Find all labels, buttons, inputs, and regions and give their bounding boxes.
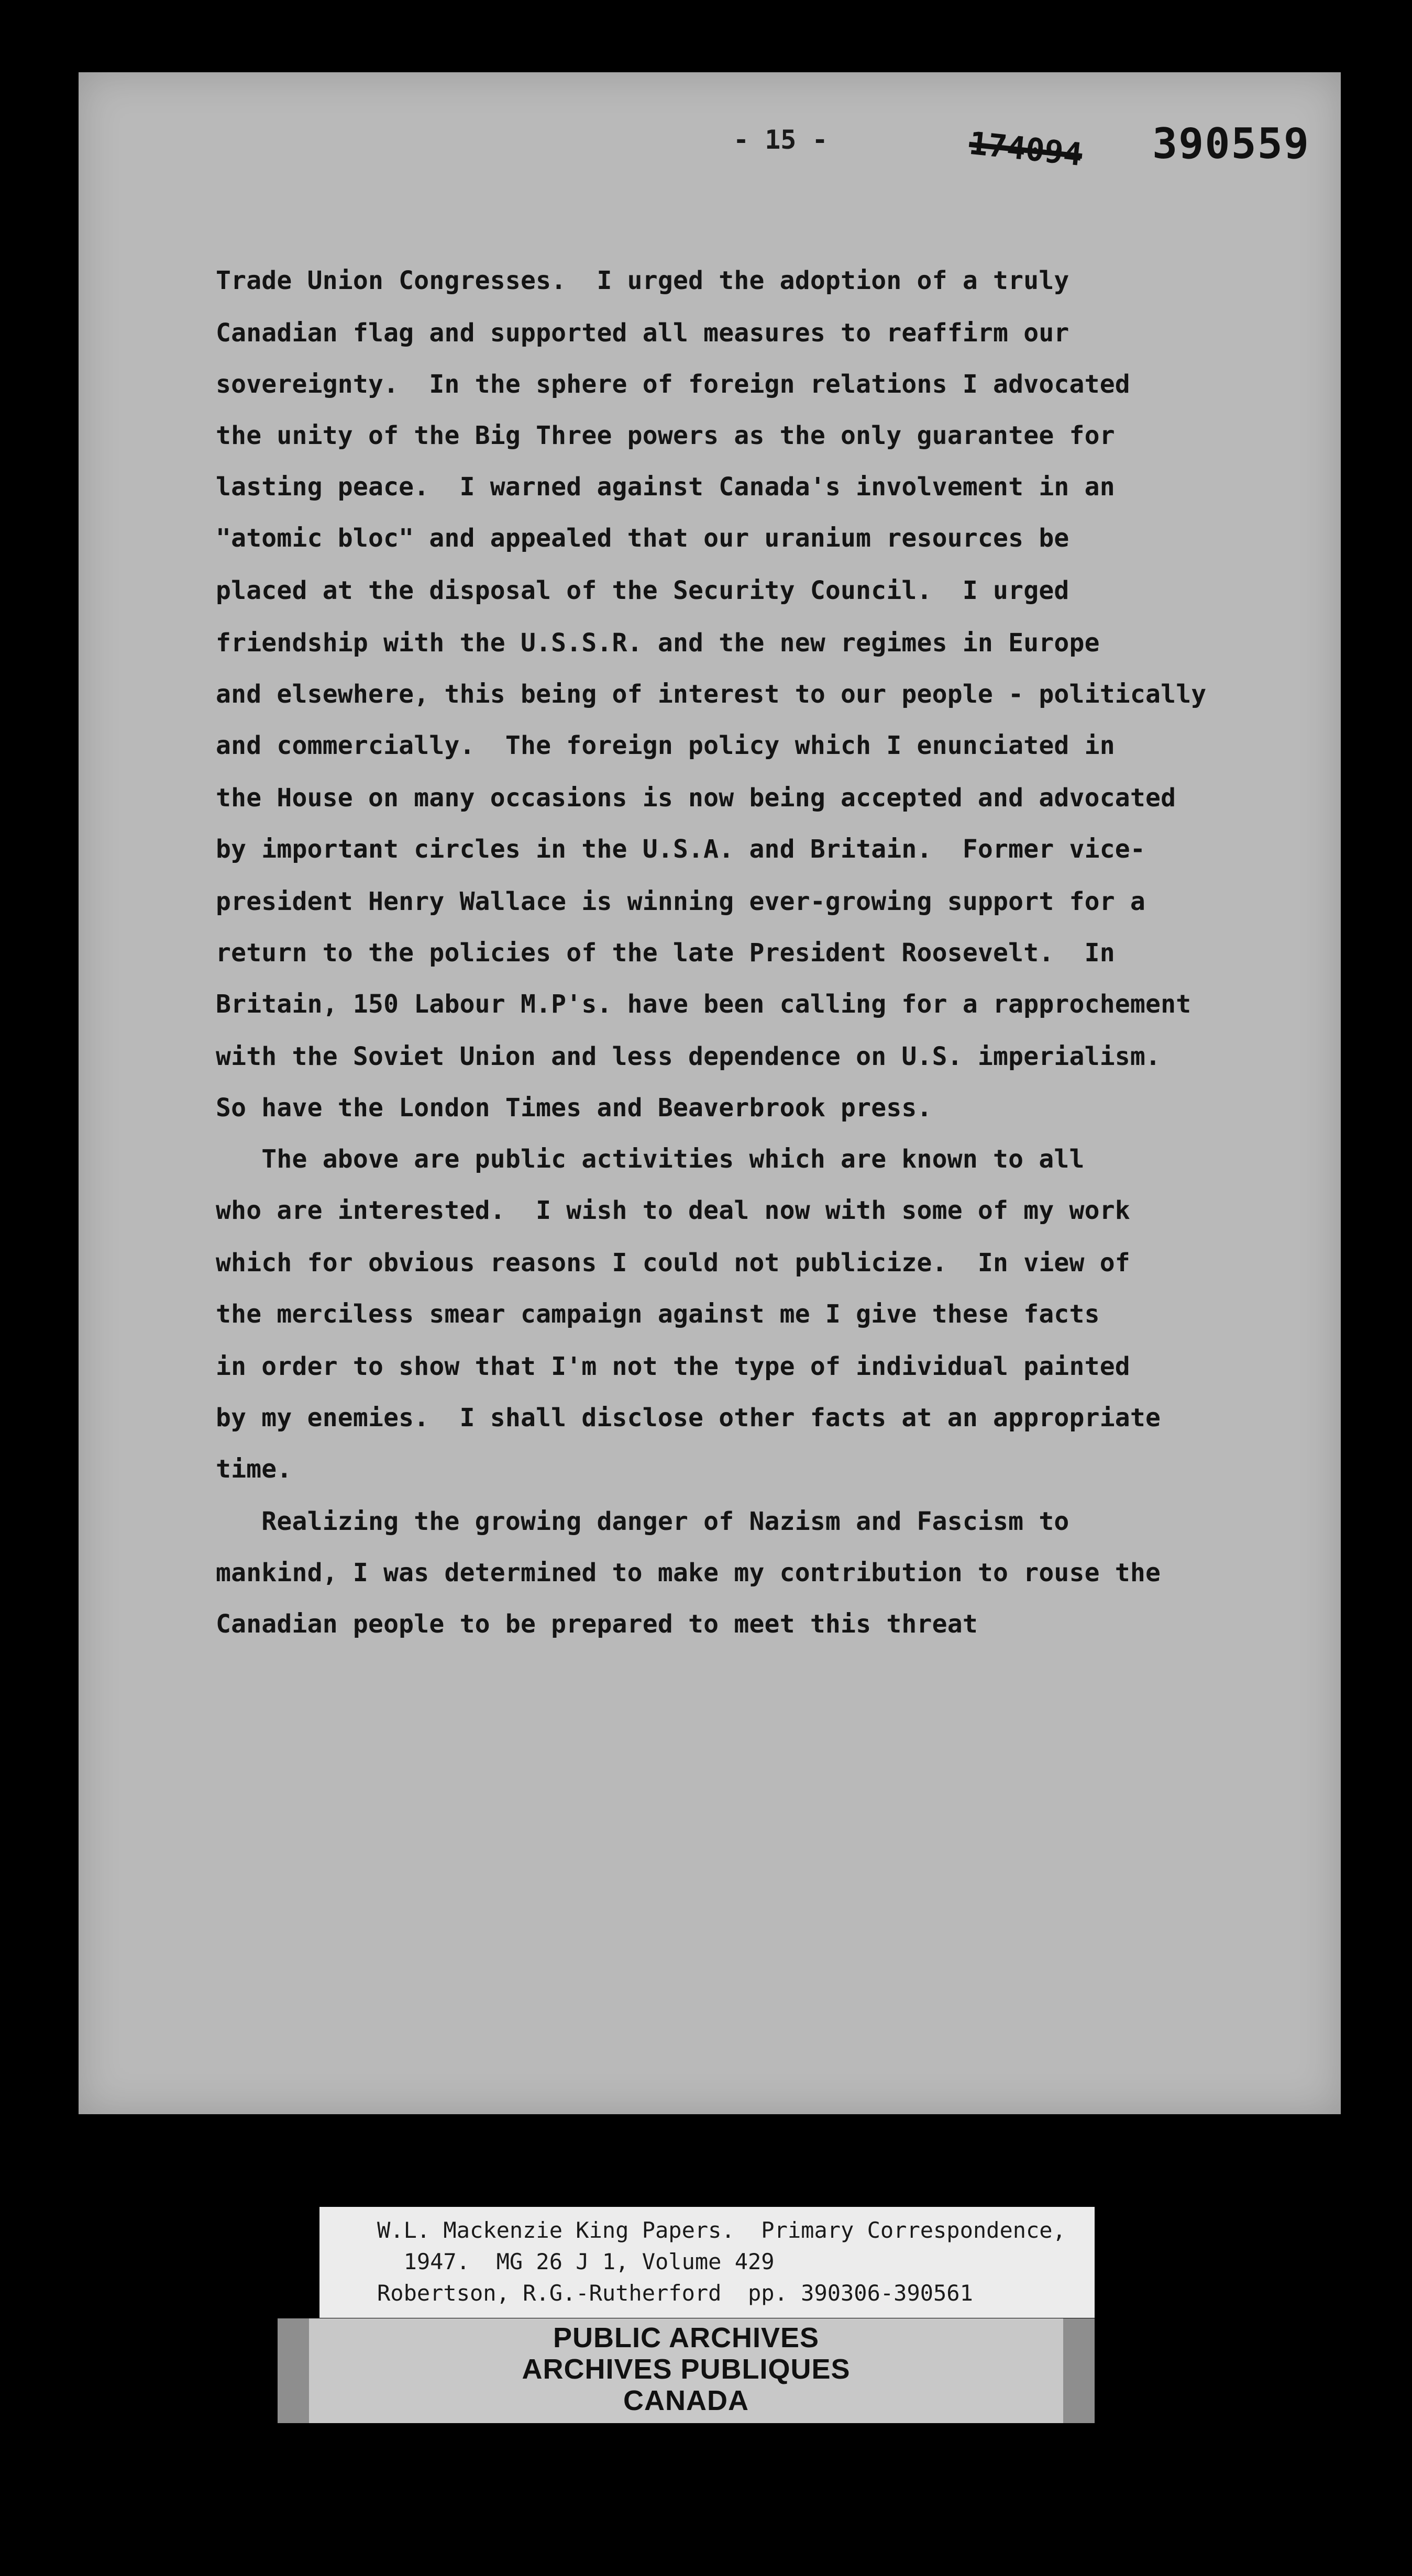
archives-stamp-band	[278, 2318, 1095, 2423]
page-number: - 15 -	[733, 125, 828, 155]
text-line: by important circles in the U.S.A. and Britain. Former vice-	[216, 835, 1146, 864]
text-line: The above are public activities which are known to all	[216, 1145, 1085, 1174]
stamp-english: PUBLIC ARCHIVES	[553, 2322, 820, 2353]
archives-stamp	[309, 2318, 1063, 2423]
text-line: friendship with the U.S.S.R. and the new regimes in Europe	[216, 628, 1100, 658]
text-line: by my enemies. I shall disclose other facts at an appropriate	[216, 1403, 1161, 1433]
stamp-country: CANADA	[623, 2385, 749, 2416]
label-collection: W.L. Mackenzie King Papers. Primary Correspondence,	[377, 2217, 1066, 2243]
label-volume: 1947. MG 26 J 1, Volume 429	[377, 2249, 775, 2274]
text-line: Britain, 150 Labour M.P's. have been calling for a rapprochement	[216, 990, 1192, 1019]
text-line: "atomic bloc" and appealed that our uranium resources be	[216, 524, 1069, 553]
text-line: lasting peace. I warned against Canada's involvement in an	[216, 472, 1115, 502]
text-line: with the Soviet Union and less dependence on U.S. imperialism.	[216, 1042, 1161, 1071]
text-line: Trade Union Congresses. I urged the adoption of a truly	[216, 266, 1069, 295]
old-document-number: 174094	[967, 125, 1084, 174]
text-line: and elsewhere, this being of interest to our people - politically	[216, 680, 1207, 709]
document-page	[79, 72, 1341, 2114]
text-line: which for obvious reasons I could not publicize. In view of	[216, 1248, 1130, 1278]
text-line: So have the London Times and Beaverbrook press.	[216, 1093, 932, 1123]
text-line: president Henry Wallace is winning ever-growing support for a	[216, 887, 1146, 916]
label-file: Robertson, R.G.-Rutherford pp. 390306-390561	[377, 2280, 973, 2306]
text-line: placed at the disposal of the Security Council. I urged	[216, 576, 1069, 605]
archive-reference-label	[319, 2207, 1095, 2318]
text-line: in order to show that I'm not the type of individual painted	[216, 1352, 1130, 1381]
text-line: who are interested. I wish to deal now with some of my work	[216, 1196, 1130, 1225]
text-line: the merciless smear campaign against me I give these facts	[216, 1300, 1100, 1329]
text-line: return to the policies of the late President Roosevelt. In	[216, 938, 1115, 968]
text-line: and commercially. The foreign policy which I enunciated in	[216, 731, 1115, 760]
text-line: the unity of the Big Three powers as the only guarantee for	[216, 421, 1115, 450]
text-line: the House on many occasions is now being accepted and advocated	[216, 783, 1176, 813]
text-line: Canadian flag and supported all measures to reaffirm our	[216, 318, 1069, 348]
text-line: Realizing the growing danger of Nazism and Fascism to	[216, 1507, 1069, 1536]
stamp-french: ARCHIVES PUBLIQUES	[522, 2353, 851, 2385]
document-number: 390559	[1152, 119, 1310, 168]
text-line: Canadian people to be prepared to meet this threat	[216, 1609, 978, 1639]
text-line: mankind, I was determined to make my contribution to rouse the	[216, 1558, 1161, 1587]
text-line: sovereignty. In the sphere of foreign relations I advocated	[216, 370, 1130, 399]
text-line: time.	[216, 1454, 292, 1484]
